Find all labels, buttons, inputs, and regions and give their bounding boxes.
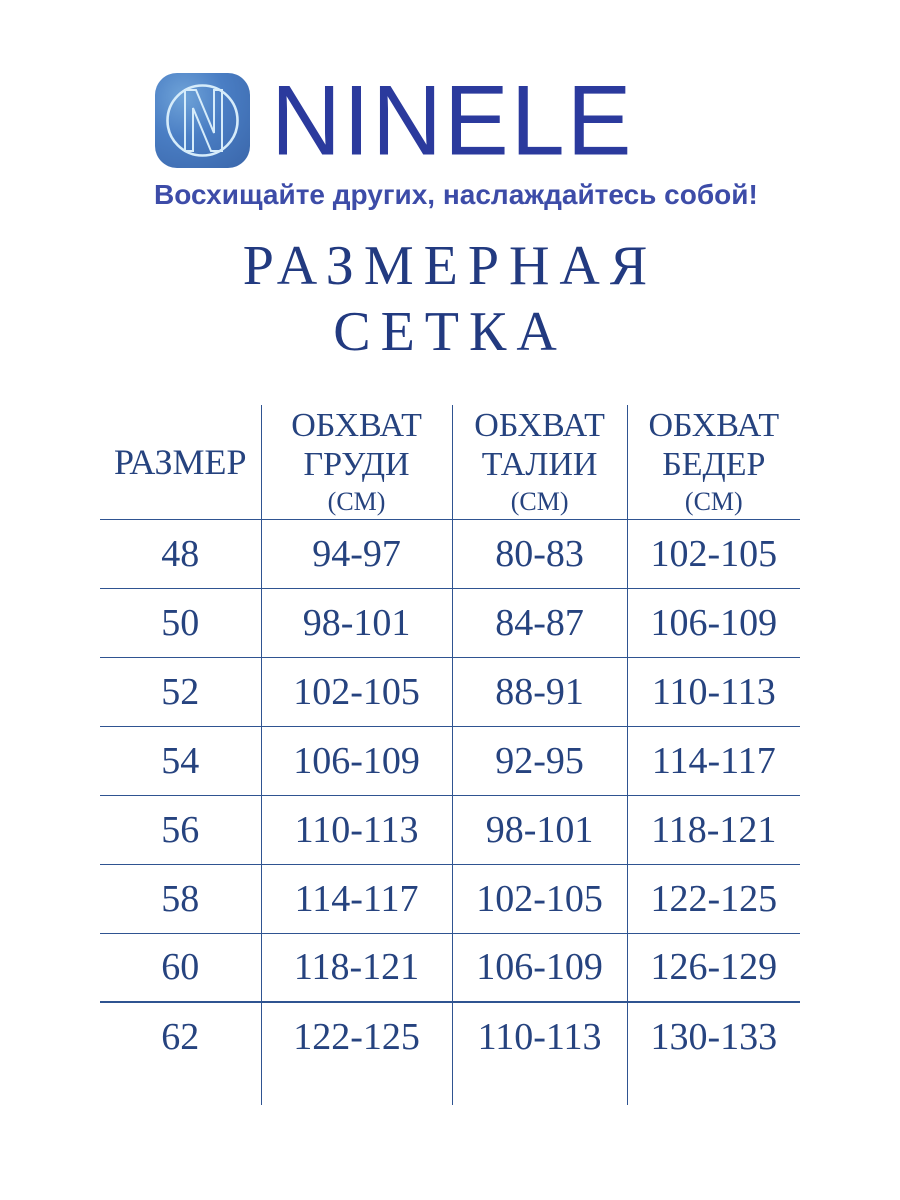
- measurement-cell: 106-109: [261, 726, 452, 795]
- measurement-cell: 84-87: [452, 588, 627, 657]
- size-cell: 48: [100, 519, 261, 588]
- size-cell: 60: [100, 933, 261, 1002]
- header-hips-line1: ОБХВАТ: [648, 407, 780, 445]
- header-chest-line1: ОБХВАТ: [291, 407, 422, 445]
- measurement-cell: 118-121: [261, 933, 452, 1002]
- column-header-waist: [452, 405, 627, 519]
- measurement-cell: 94-97: [261, 519, 452, 588]
- measurement-cell: 98-101: [452, 795, 627, 864]
- measurement-cell: 98-101: [261, 588, 452, 657]
- measurement-cell: 126-129: [627, 933, 800, 1002]
- measurement-cell: 118-121: [627, 795, 800, 864]
- vertical-line-extension-row: [100, 1071, 800, 1105]
- header-hips-unit: (СМ): [684, 487, 743, 517]
- measurement-cell: 110-113: [452, 1002, 627, 1071]
- brand-logo: [154, 64, 758, 211]
- table-row: [100, 864, 800, 933]
- measurement-cell: 130-133: [627, 1002, 800, 1071]
- measurement-cell: 92-95: [452, 726, 627, 795]
- column-header-hips: [627, 405, 800, 519]
- brand-tagline: Восхищайте других, наслаждайтесь собой!: [154, 179, 758, 210]
- page-title: [0, 233, 900, 365]
- table-row: [100, 726, 800, 795]
- measurement-cell: 102-105: [452, 864, 627, 933]
- measurement-cell: 88-91: [452, 657, 627, 726]
- measurement-cell: 114-117: [261, 864, 452, 933]
- page-title-line1: РАЗМЕРНАЯ: [242, 235, 658, 297]
- measurement-cell: 102-105: [261, 657, 452, 726]
- header-waist-line2: ТАЛИИ: [481, 446, 598, 484]
- spacer-cell: [627, 1071, 800, 1105]
- measurement-cell: 110-113: [261, 795, 452, 864]
- size-table-foot: [100, 1071, 800, 1105]
- size-cell: 52: [100, 657, 261, 726]
- header-chest-unit: (СМ): [327, 487, 386, 517]
- brand-logo-row: [154, 64, 746, 177]
- measurement-cell: 80-83: [452, 519, 627, 588]
- measurement-cell: 114-117: [627, 726, 800, 795]
- header-chest-line2: ГРУДИ: [303, 446, 410, 484]
- spacer-cell: [452, 1071, 627, 1105]
- column-header-size: РАЗМЕР: [100, 405, 261, 519]
- measurement-cell: 106-109: [452, 933, 627, 1002]
- table-row: [100, 795, 800, 864]
- measurement-cell: 122-125: [627, 864, 800, 933]
- header-waist-line1: ОБХВАТ: [474, 407, 605, 445]
- size-cell: 54: [100, 726, 261, 795]
- header-hips-line2: БЕДЕР: [662, 446, 766, 484]
- measurement-cell: 110-113: [627, 657, 800, 726]
- ninele-logo-icon: [154, 72, 251, 169]
- size-cell: 50: [100, 588, 261, 657]
- header-row: [100, 405, 800, 519]
- size-cell: 56: [100, 795, 261, 864]
- table-row: [100, 657, 800, 726]
- spacer-cell: [100, 1071, 261, 1105]
- size-table-body: [100, 519, 800, 1071]
- column-header-chest: [261, 405, 452, 519]
- size-table: [100, 405, 800, 1105]
- table-row: [100, 933, 800, 1002]
- table-row: [100, 1002, 800, 1071]
- spacer-cell: [261, 1071, 452, 1105]
- table-row: [100, 588, 800, 657]
- measurement-cell: 106-109: [627, 588, 800, 657]
- page-title-line2: СЕТКА: [333, 301, 567, 364]
- size-cell: 58: [100, 864, 261, 933]
- logo-tile: [155, 73, 250, 168]
- brand-wordmark: NINELE: [271, 64, 634, 177]
- measurement-cell: 122-125: [261, 1002, 452, 1071]
- size-cell: 62: [161, 1016, 200, 1059]
- size-table-header: [100, 405, 800, 519]
- header-waist-unit: (СМ): [510, 487, 569, 517]
- measurement-cell: 102-105: [627, 519, 800, 588]
- table-row: [100, 519, 800, 588]
